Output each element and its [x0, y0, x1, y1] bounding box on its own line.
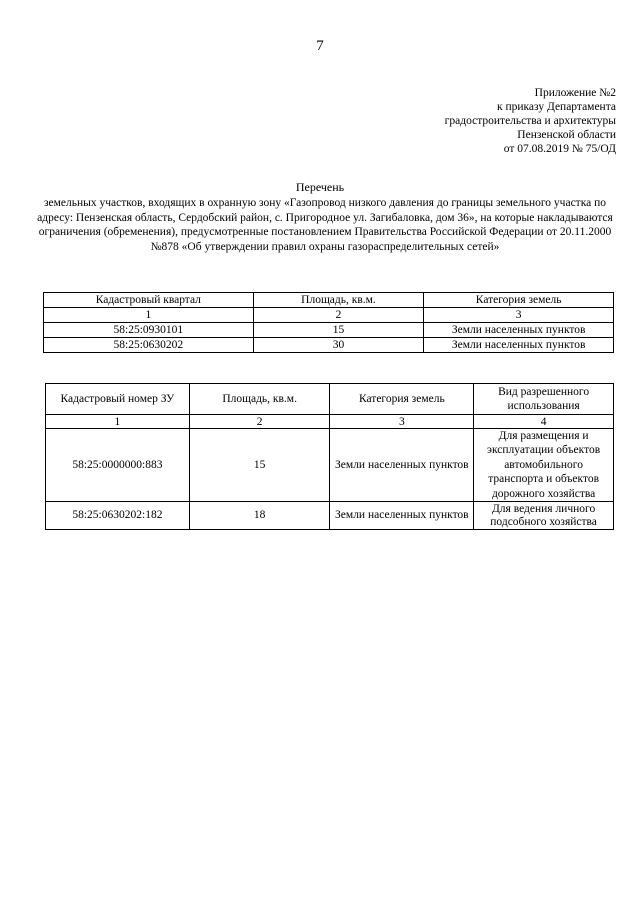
- table-cell: Для ведения личного подсобного хозяйства: [474, 502, 614, 530]
- appendix-line: к приказу Департамента: [497, 101, 616, 113]
- table-header-row: [46, 384, 614, 415]
- land-plots-table: [45, 383, 614, 530]
- table-cell: Земли населенных пунктов: [330, 502, 474, 530]
- document-description: земельных участков, входящих в охранную зону «Газопровод низкого давления до границы земельного участка по адресу: Пензенская область, Сердобский район, с. Пригородное ул. Загибаловка, дом 36», на которые накладываются ограничения (обременения), предусмотренные постановлением Правительства Российской Федерации от 20.11.2000 №878 «Об утверждении правил охраны газораспределительных сетей»: [37, 197, 613, 253]
- column-number: 2: [189, 415, 330, 429]
- table-row: [46, 502, 614, 530]
- table-cell: 30: [253, 338, 424, 353]
- table-cell: 18: [189, 502, 330, 530]
- column-number: 4: [474, 415, 614, 429]
- column-number: 3: [330, 415, 474, 429]
- appendix-line: градостроительства и архитектуры: [444, 115, 616, 127]
- column-number-row: [44, 308, 614, 323]
- table-row: [44, 338, 614, 353]
- table-cell: 15: [189, 429, 330, 502]
- header-cell: Кадастровый номер ЗУ: [46, 384, 190, 415]
- table-cell: 58:25:0630202:182: [46, 502, 190, 530]
- table-header-row: [44, 293, 614, 308]
- appendix-line: от 07.08.2019 № 75/ОД: [503, 143, 616, 155]
- header-cell: Категория земель: [330, 384, 474, 415]
- table-cell: 58:25:0930101: [44, 323, 254, 338]
- table-cell: 15: [253, 323, 424, 338]
- table-cell: Земли населенных пунктов: [424, 323, 614, 338]
- appendix-block: [445, 86, 616, 156]
- cadastral-quarters-table: [43, 292, 614, 353]
- page-number: 7: [316, 38, 324, 54]
- appendix-line: Пензенской области: [517, 129, 616, 141]
- column-number: 1: [46, 415, 190, 429]
- table-cell: 58:25:0000000:883: [46, 429, 190, 502]
- column-number-row: [46, 415, 614, 429]
- table-row: [46, 429, 614, 502]
- table-cell: 58:25:0630202: [44, 338, 254, 353]
- header-cell: Кадастровый квартал: [44, 293, 254, 308]
- header-cell: Вид разрешенного использования: [474, 384, 614, 415]
- table-cell: Земли населенных пунктов: [424, 338, 614, 353]
- column-number: 3: [424, 308, 614, 323]
- header-cell: Площадь, кв.м.: [253, 293, 424, 308]
- table-row: [44, 323, 614, 338]
- header-cell: Категория земель: [424, 293, 614, 308]
- document-title: Перечень: [295, 180, 345, 194]
- column-number: 1: [44, 308, 254, 323]
- table-cell: Земли населенных пунктов: [330, 429, 474, 502]
- table-cell: Для размещения и эксплуатации объектов автомобильного транспорта и объектов дорожного хозяйства: [474, 429, 614, 502]
- header-cell: Площадь, кв.м.: [189, 384, 330, 415]
- appendix-line: Приложение №2: [534, 87, 616, 99]
- column-number: 2: [253, 308, 424, 323]
